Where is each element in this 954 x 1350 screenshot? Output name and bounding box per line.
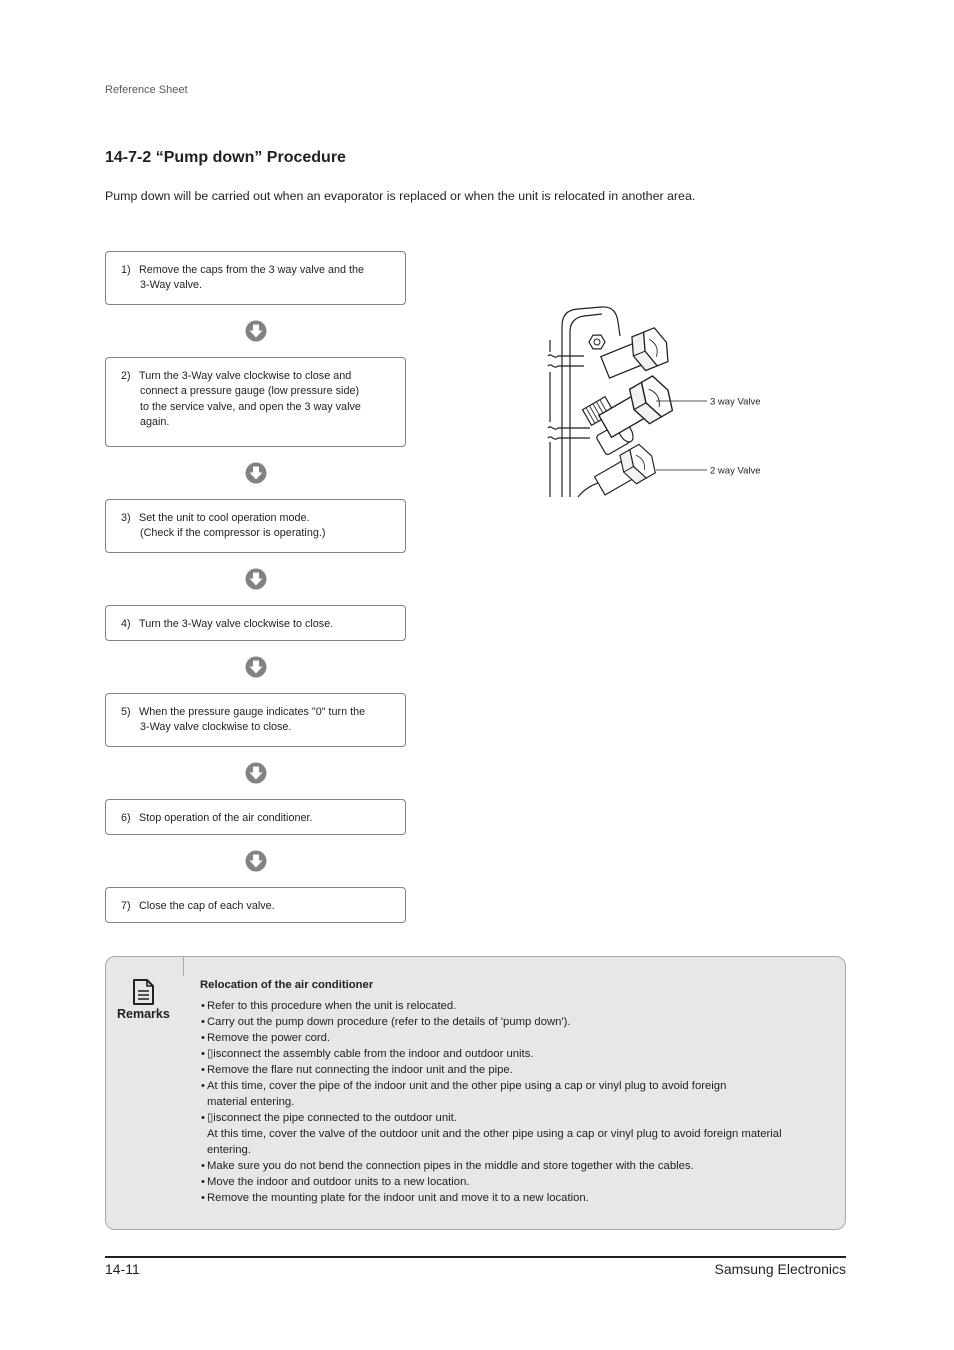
step-number: 3) [121,511,131,524]
list-item [200,1158,782,1174]
footer-rule [105,1256,846,1258]
step-text [139,705,405,736]
step-text-line: Set the unit to cool operation mode. [139,511,310,524]
list-item-text: entering. [207,1144,251,1156]
nut [589,335,605,349]
arrow-down-circle-icon [245,762,267,784]
intro-paragraph: Pump down will be carried out when an evaporator is replaced or when the unit is relocated in another area. [105,189,696,203]
list-item [200,1014,782,1030]
step-number: 6) [121,811,131,824]
step-text-line: When the pressure gauge indicates "0" turn the [139,705,366,718]
list-item-text: Make sure you do not bend the connection pipes in the middle and store together with the cables. [207,1160,694,1172]
step-text [139,511,405,542]
document-icon [131,978,156,1006]
step-text-line: 3-Way valve clockwise to close. [140,721,292,733]
arrow-down-circle-icon [245,568,267,590]
bullet: • [201,1048,205,1060]
remarks-title: Relocation of the air conditioner [200,979,374,991]
list-item-text: Move the indoor and outdoor units to a new location. [207,1176,470,1188]
step-box-7 [105,887,406,923]
step-text-line: to the service valve, and open the 3 way valve [140,400,361,413]
step-text-line: connect a pressure gauge (low pressure side) [140,385,360,397]
list-item-text: Remove the mounting plate for the indoor unit and move it to a new location. [207,1192,589,1204]
step-box-1 [105,251,406,305]
step-text-line: (Check if the compressor is operating.) [140,527,326,539]
list-item-text: Remove the power cord. [207,1032,331,1044]
valve-illustration [540,300,780,505]
step-text [139,369,405,431]
list-item-text: Remove the flare nut connecting the indoor unit and the pipe. [207,1064,513,1076]
step-text-line: again. [140,416,170,428]
step-text-line: 3-Way valve. [140,279,202,291]
list-item [200,1078,782,1110]
remarks-box [105,956,846,1230]
arrow-down-circle-icon [245,850,267,872]
step-number: 4) [121,617,131,630]
list-item [200,1046,782,1062]
step-number: 2) [121,369,131,382]
list-item-text: Carry out the pump down procedure (refer to the details of 'pump down'). [207,1016,571,1028]
list-item-text: ▯isconnect the pipe connected to the outdoor unit. [207,1112,457,1124]
arrow-down-circle-icon [245,656,267,678]
upper-valve-cap [598,326,673,384]
remarks-divider [183,957,184,976]
step-box-5 [105,693,406,747]
step-text-line: Turn the 3-Way valve clockwise to close and [139,369,352,382]
step-text [139,811,405,827]
bullet: • [201,1032,205,1044]
arrow-down-circle-icon [245,320,267,342]
bullet: • [201,1176,205,1188]
list-item-text: At this time, cover the pipe of the indoor unit and the other pipe using a cap or vinyl plug to avoid foreign [207,1080,727,1092]
bullet: • [201,1160,205,1172]
list-item [200,1062,782,1078]
arrow-down-circle-icon [245,462,267,484]
step-box-4 [105,605,406,641]
two-way-valve-label: 2 way Valve [710,465,761,477]
step-text-line: Close the cap of each valve. [139,899,275,912]
bullet: • [201,1064,205,1076]
list-item [200,998,782,1014]
list-item-text: Refer to this procedure when the unit is relocated. [207,1000,457,1012]
list-item [200,1174,782,1190]
two-way-valve-cap [592,442,660,500]
step-text [139,263,405,294]
bullet: • [201,1016,205,1028]
list-item-text: material entering. [207,1096,295,1108]
bullet: • [201,1000,205,1012]
list-item [200,1110,782,1158]
list-item-text: At this time, cover the valve of the outdoor unit and the other pipe using a cap or vinyl plug to avoid foreign material [207,1128,782,1140]
step-text-line: Turn the 3-Way valve clockwise to close. [139,617,334,630]
section-title: 14-7-2 “Pump down” Procedure [105,149,346,166]
bullet: • [201,1080,205,1092]
bullet: • [201,1112,205,1124]
remarks-list [200,998,782,1206]
step-box-6 [105,799,406,835]
page-number: 14-11 [105,1261,140,1277]
publisher-name: Samsung Electronics [714,1261,846,1277]
step-number: 5) [121,705,131,718]
step-number: 1) [121,263,131,276]
step-box-2 [105,357,406,447]
list-item [200,1190,782,1206]
bullet: • [201,1192,205,1204]
step-text-line: Stop operation of the air conditioner. [139,811,313,824]
three-way-valve-label: 3 way Valve [710,396,761,408]
step-text [139,899,405,915]
running-head: Reference Sheet [105,84,188,96]
step-number: 7) [121,899,131,912]
step-box-3 [105,499,406,553]
remarks-label: Remarks [117,1007,170,1021]
step-text-line: Remove the caps from the 3 way valve and the [139,263,365,276]
list-item-text: ▯isconnect the assembly cable from the indoor and outdoor units. [207,1048,534,1060]
step-text [139,617,405,633]
list-item [200,1030,782,1046]
